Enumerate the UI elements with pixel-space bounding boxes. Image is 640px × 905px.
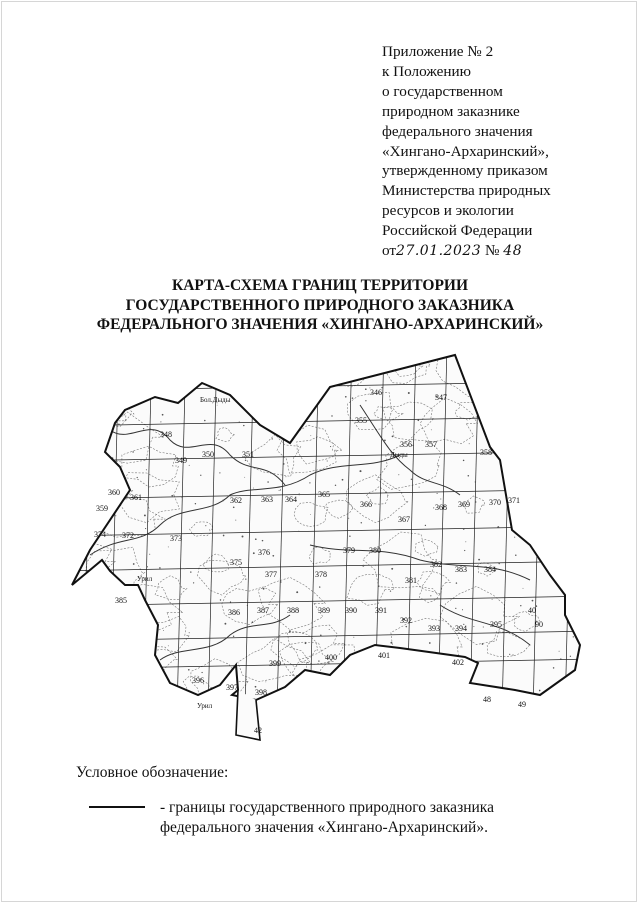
quarter-number: 389 bbox=[318, 606, 330, 615]
quarter-number: 375 bbox=[230, 558, 242, 567]
quarter-number: 361 bbox=[130, 493, 142, 502]
quarter-number: 380 bbox=[369, 546, 381, 555]
annex-line: утвержденному приказом bbox=[382, 162, 548, 180]
quarter-number: 369 bbox=[458, 500, 470, 509]
document-title bbox=[0, 276, 640, 335]
quarter-number: 359 bbox=[96, 504, 108, 513]
title-line: ГОСУДАРСТВЕННОГО ПРИРОДНОГО ЗАКАЗНИКА bbox=[125, 296, 515, 314]
annex-line: Приложение № 2 bbox=[382, 43, 494, 60]
number-sign: № bbox=[481, 242, 504, 260]
quarter-number: 357 bbox=[425, 440, 437, 449]
annex-line: ресурсов и экологии bbox=[382, 202, 514, 220]
legend-text-line: - границы государственного природного заказника bbox=[160, 799, 494, 816]
quarter-number: 368 bbox=[435, 503, 447, 512]
annex-line: «Хингано-Архаринский», bbox=[382, 142, 549, 160]
annex-block bbox=[382, 42, 582, 262]
quarter-number: 391 bbox=[375, 606, 387, 615]
quarter-number: 366 bbox=[360, 500, 372, 509]
quarter-number: 358 bbox=[480, 448, 492, 457]
handwritten-number: 48 bbox=[503, 243, 523, 260]
quarter-number: 393 bbox=[428, 624, 440, 633]
river-label: Урил bbox=[197, 702, 213, 710]
quarter-number: 398 bbox=[255, 688, 267, 697]
quarter-number: 362 bbox=[230, 496, 242, 505]
quarter-number: 397 bbox=[226, 683, 238, 692]
quarter-number: 383 bbox=[455, 565, 467, 574]
quarter-number: 388 bbox=[287, 606, 299, 615]
handwritten-date: 27.01.2023 bbox=[396, 243, 482, 260]
quarter-number: 384 bbox=[484, 565, 496, 574]
quarter-number: 350 bbox=[202, 450, 214, 459]
quarter-number: 90 bbox=[535, 620, 543, 629]
quarter-number: 386 bbox=[228, 608, 240, 617]
quarter-number: 363 bbox=[261, 495, 273, 504]
map-interior bbox=[60, 345, 595, 755]
river-label: Дыды bbox=[390, 451, 408, 459]
quarter-number: 42 bbox=[254, 726, 262, 735]
boundary-map bbox=[60, 345, 595, 755]
annex-date-line bbox=[382, 241, 582, 262]
quarter-number: 370 bbox=[489, 498, 501, 507]
quarter-number: 402 bbox=[452, 658, 464, 667]
legend-boundary-symbol bbox=[89, 806, 145, 808]
quarter-number: 396 bbox=[192, 676, 204, 685]
quarter-number: 356 bbox=[400, 440, 412, 449]
quarter-number: 376 bbox=[258, 548, 270, 557]
legend-text-line: федерального значения «Хингано-Архаринский». bbox=[160, 819, 488, 836]
quarter-number: 395 bbox=[490, 620, 502, 629]
quarter-number: 49 bbox=[518, 700, 526, 709]
river-label: Бол.Дыды bbox=[200, 396, 231, 404]
annex-line: Министерства природных bbox=[382, 182, 551, 200]
quarter-number: 351 bbox=[242, 450, 254, 459]
quarter-number: 349 bbox=[175, 456, 187, 465]
quarter-number: 365 bbox=[318, 490, 330, 499]
quarter-number: 400 bbox=[325, 653, 337, 662]
quarter-number: 40 bbox=[528, 606, 536, 615]
quarter-number: 374 bbox=[94, 530, 106, 539]
annex-line: Российской Федерации bbox=[382, 222, 533, 240]
quarter-number: 379 bbox=[343, 546, 355, 555]
title-line: ФЕДЕРАЛЬНОГО ЗНАЧЕНИЯ «ХИНГАНО-АРХАРИНСКИЙ» bbox=[96, 316, 544, 333]
quarter-number: 355 bbox=[355, 416, 367, 425]
quarter-number: 378 bbox=[315, 570, 327, 579]
quarter-number: 347 bbox=[435, 393, 447, 402]
legend-description bbox=[160, 798, 494, 838]
quarter-number: 371 bbox=[508, 496, 520, 505]
quarter-number: 385 bbox=[115, 596, 127, 605]
map-svg bbox=[60, 345, 595, 755]
quarter-number: 48 bbox=[483, 695, 491, 704]
quarter-number: 394 bbox=[455, 624, 467, 633]
quarter-number: 399 bbox=[269, 659, 281, 668]
quarter-number: 377 bbox=[265, 570, 277, 579]
quarter-number: 364 bbox=[285, 495, 297, 504]
quarter-number: 392 bbox=[400, 616, 412, 625]
date-prefix: от bbox=[382, 242, 397, 260]
annex-line: о государственном bbox=[382, 82, 503, 100]
quarter-number: 382 bbox=[430, 560, 442, 569]
legend-heading: Условное обозначение: bbox=[76, 764, 229, 781]
quarter-number: 373 bbox=[170, 534, 182, 543]
quarter-number: 390 bbox=[345, 606, 357, 615]
quarter-number: 346 bbox=[370, 388, 382, 397]
quarter-number: 367 bbox=[398, 515, 410, 524]
quarter-number: 387 bbox=[257, 606, 269, 615]
annex-line: к Положению bbox=[382, 62, 471, 80]
quarter-number: 381 bbox=[405, 576, 417, 585]
title-line: КАРТА-СХЕМА ГРАНИЦ ТЕРРИТОРИИ bbox=[171, 277, 469, 294]
quarter-number: 348 bbox=[160, 430, 172, 439]
river-label: Урил bbox=[137, 575, 153, 583]
quarter-number: 372 bbox=[122, 531, 134, 540]
quarter-number: 401 bbox=[378, 651, 390, 660]
annex-line: федерального значения bbox=[382, 122, 533, 140]
quarter-number: 360 bbox=[108, 488, 120, 497]
annex-line: природном заказнике bbox=[382, 102, 520, 120]
